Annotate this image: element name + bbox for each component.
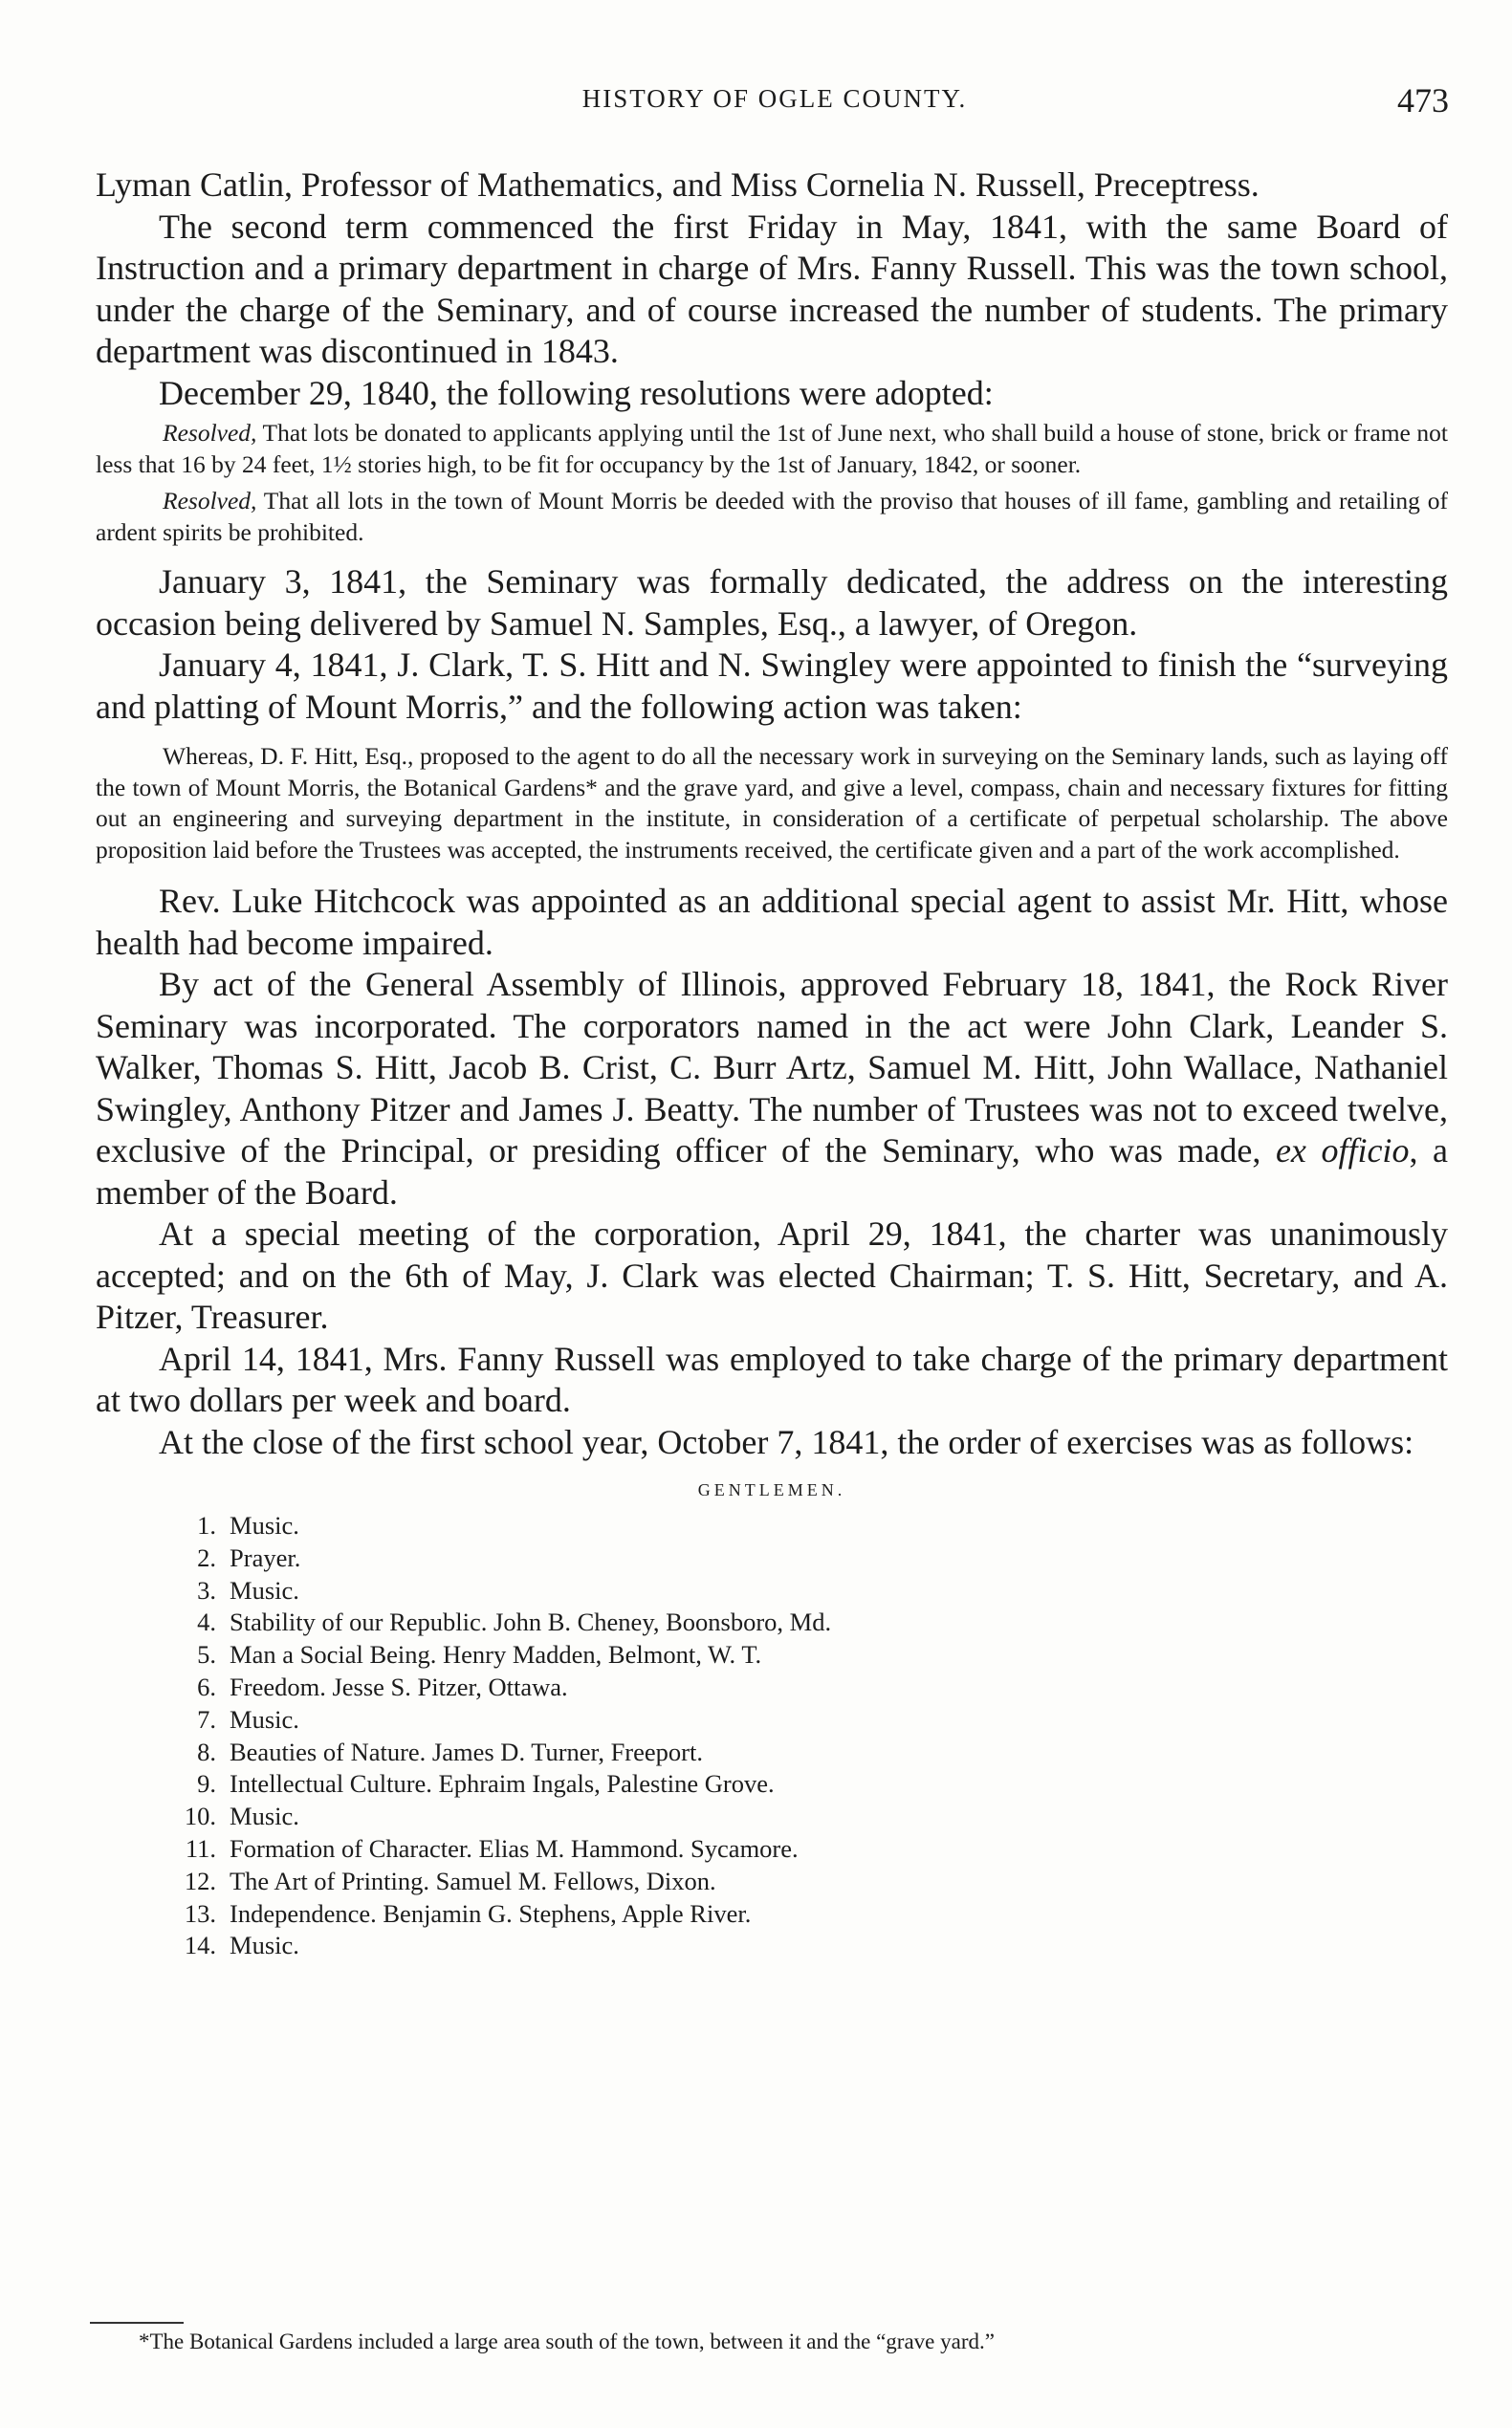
page-number: 473 (1397, 81, 1449, 120)
footnote: *The Botanical Gardens included a large area south of the town, between it and the “grave yard.” (139, 2330, 995, 2353)
latin-phrase: ex officio (1275, 1131, 1410, 1170)
paragraph: January 4, 1841, J. Clark, T. S. Hitt and N. Swingley were appointed to finish the “surveying and platting of Mount Morris,” and the following action was taken: (96, 645, 1448, 726)
item-number: 6. (197, 1672, 216, 1701)
item-text: The Art of Printing. Samuel M. Fellows, Dixon. (230, 1866, 716, 1895)
list-item (163, 1768, 1448, 1801)
item-text: Music. (230, 1802, 299, 1831)
list-item (163, 1510, 1448, 1542)
paragraph-text: By act of the General Assembly of Illinois, approved February 18, 1841, the Rock River Seminary was incorporated. The corporators named in the act were John Clark, Leander S. Walker, Thomas S. Hitt, Jacob B. Crist, C. Burr Artz, Samuel M. Hitt, John Wallace, Nathaniel Swingley, Anthony Pitzer and James J. Beatty. The number of Trustees was not to exceed twelve, exclusive of the Principal, or presiding officer of the Seminary, who was made, (96, 965, 1448, 1170)
list-item (163, 1639, 1448, 1672)
list-item (163, 1672, 1448, 1704)
paragraph: December 29, 1840, the following resolutions were adopted: (159, 373, 994, 412)
list-item (163, 1607, 1448, 1639)
item-number: 1. (197, 1511, 216, 1540)
list-item (163, 1737, 1448, 1769)
resolution-lead: Resolved, (163, 487, 257, 514)
body-text (96, 164, 1448, 1962)
whereas-clause: Whereas, D. F. Hitt, Esq., proposed to the agent to do all the necessary work in surveying on the Seminary lands, such as laying off the town of Mount Morris, the Botanical Gardens* and the grave yard, and give a level, compass, chain and necessary fixtures for fitting out an engineering and surveying department in the institute, in consideration of a certificate of perpetual scholarship. The above proposition laid before the Trustees was accepted, the instruments received, the certificate given and a part of the work accomplished. (96, 742, 1448, 864)
list-item (163, 1575, 1448, 1608)
item-text: Freedom. Jesse S. Pitzer, Ottawa. (230, 1672, 568, 1701)
item-number: 7. (197, 1704, 216, 1734)
footnote-rule (90, 2322, 184, 2324)
list-item (163, 1704, 1448, 1737)
paragraph: The second term commenced the first Friday in May, 1841, with the same Board of Instruction and a primary department in charge of Mrs. Fanny Russell. This was the town school, under the charge of the Seminary, and of course increased the number of students. The primary department was discontinued in 1843. (96, 207, 1448, 370)
item-number: 10. (184, 1802, 216, 1831)
paragraph: Lyman Catlin, Professor of Mathematics, and Miss Cornelia N. Russell, Preceptress. (96, 165, 1260, 204)
paragraph: At the close of the first school year, October 7, 1841, the order of exercises was as follows: (159, 1422, 1414, 1461)
item-number: 14. (184, 1931, 216, 1960)
resolution-lead: Resolved, (163, 419, 257, 447)
item-text: Man a Social Being. Henry Madden, Belmont, W. T. (230, 1640, 762, 1670)
item-text: Music. (230, 1704, 299, 1734)
item-number: 9. (197, 1769, 216, 1799)
program-list (96, 1510, 1448, 1962)
page-header (96, 80, 1454, 122)
list-item (163, 1801, 1448, 1833)
resolution-text: That lots be donated to applicants applying until the 1st of June next, who shall build a house of stone, brick or frame not less that 16 by 24 feet, 1½ stories high, to be fit for occupancy by the 1st of January, 1842, or sooner. (96, 419, 1448, 478)
item-text: Music. (230, 1931, 299, 1960)
item-number: 11. (185, 1833, 216, 1863)
paragraph: At a special meeting of the corporation, April 29, 1841, the charter was unanimously accepted; and on the 6th of May, J. Clark was elected Chairman; T. S. Hitt, Secretary, and A. Pitzer, Treasurer. (96, 1214, 1448, 1336)
item-number: 2. (197, 1542, 216, 1572)
item-text: Music. (230, 1511, 299, 1540)
list-item (163, 1866, 1448, 1898)
program-heading: GENTLEMEN. (697, 1480, 846, 1499)
paragraph: Rev. Luke Hitchcock was appointed as an additional special agent to assist Mr. Hitt, whose health had become impaired. (96, 882, 1448, 962)
item-text: Intellectual Culture. Ephraim Ingals, Palestine Grove. (230, 1769, 775, 1799)
item-number: 5. (197, 1640, 216, 1670)
resolution-text: That all lots in the town of Mount Morris be deeded with the proviso that houses of ill fame, gambling and retailing of ardent spirits be prohibited. (96, 487, 1448, 546)
item-number: 13. (184, 1898, 216, 1928)
item-text: Stability of our Republic. John B. Cheney, Boonsboro, Md. (230, 1608, 832, 1637)
item-text: Music. (230, 1575, 299, 1605)
running-title: HISTORY OF OGLE COUNTY. (581, 84, 968, 113)
item-number: 8. (197, 1737, 216, 1766)
item-text: Independence. Benjamin G. Stephens, Apple River. (230, 1898, 752, 1928)
item-number: 12. (184, 1866, 216, 1895)
list-item (163, 1833, 1448, 1866)
paragraph: January 3, 1841, the Seminary was formally dedicated, the address on the interesting occasion being delivered by Samuel N. Samples, Esq., a lawyer, of Oregon. (96, 562, 1448, 643)
paragraph-text: , a member of the Board. (96, 1131, 1448, 1212)
item-text: Beauties of Nature. James D. Turner, Freeport. (230, 1737, 703, 1766)
item-text: Prayer. (230, 1542, 301, 1572)
item-text: Formation of Character. Elias M. Hammond. Sycamore. (230, 1833, 799, 1863)
list-item (163, 1898, 1448, 1931)
resolution (96, 486, 1448, 548)
item-number: 3. (197, 1575, 216, 1605)
list-item (163, 1930, 1448, 1962)
paragraph (96, 964, 1448, 1214)
paragraph: April 14, 1841, Mrs. Fanny Russell was employed to take charge of the primary department at two dollars per week and board. (96, 1339, 1448, 1419)
item-number: 4. (197, 1608, 216, 1637)
list-item (163, 1542, 1448, 1575)
resolution (96, 418, 1448, 480)
